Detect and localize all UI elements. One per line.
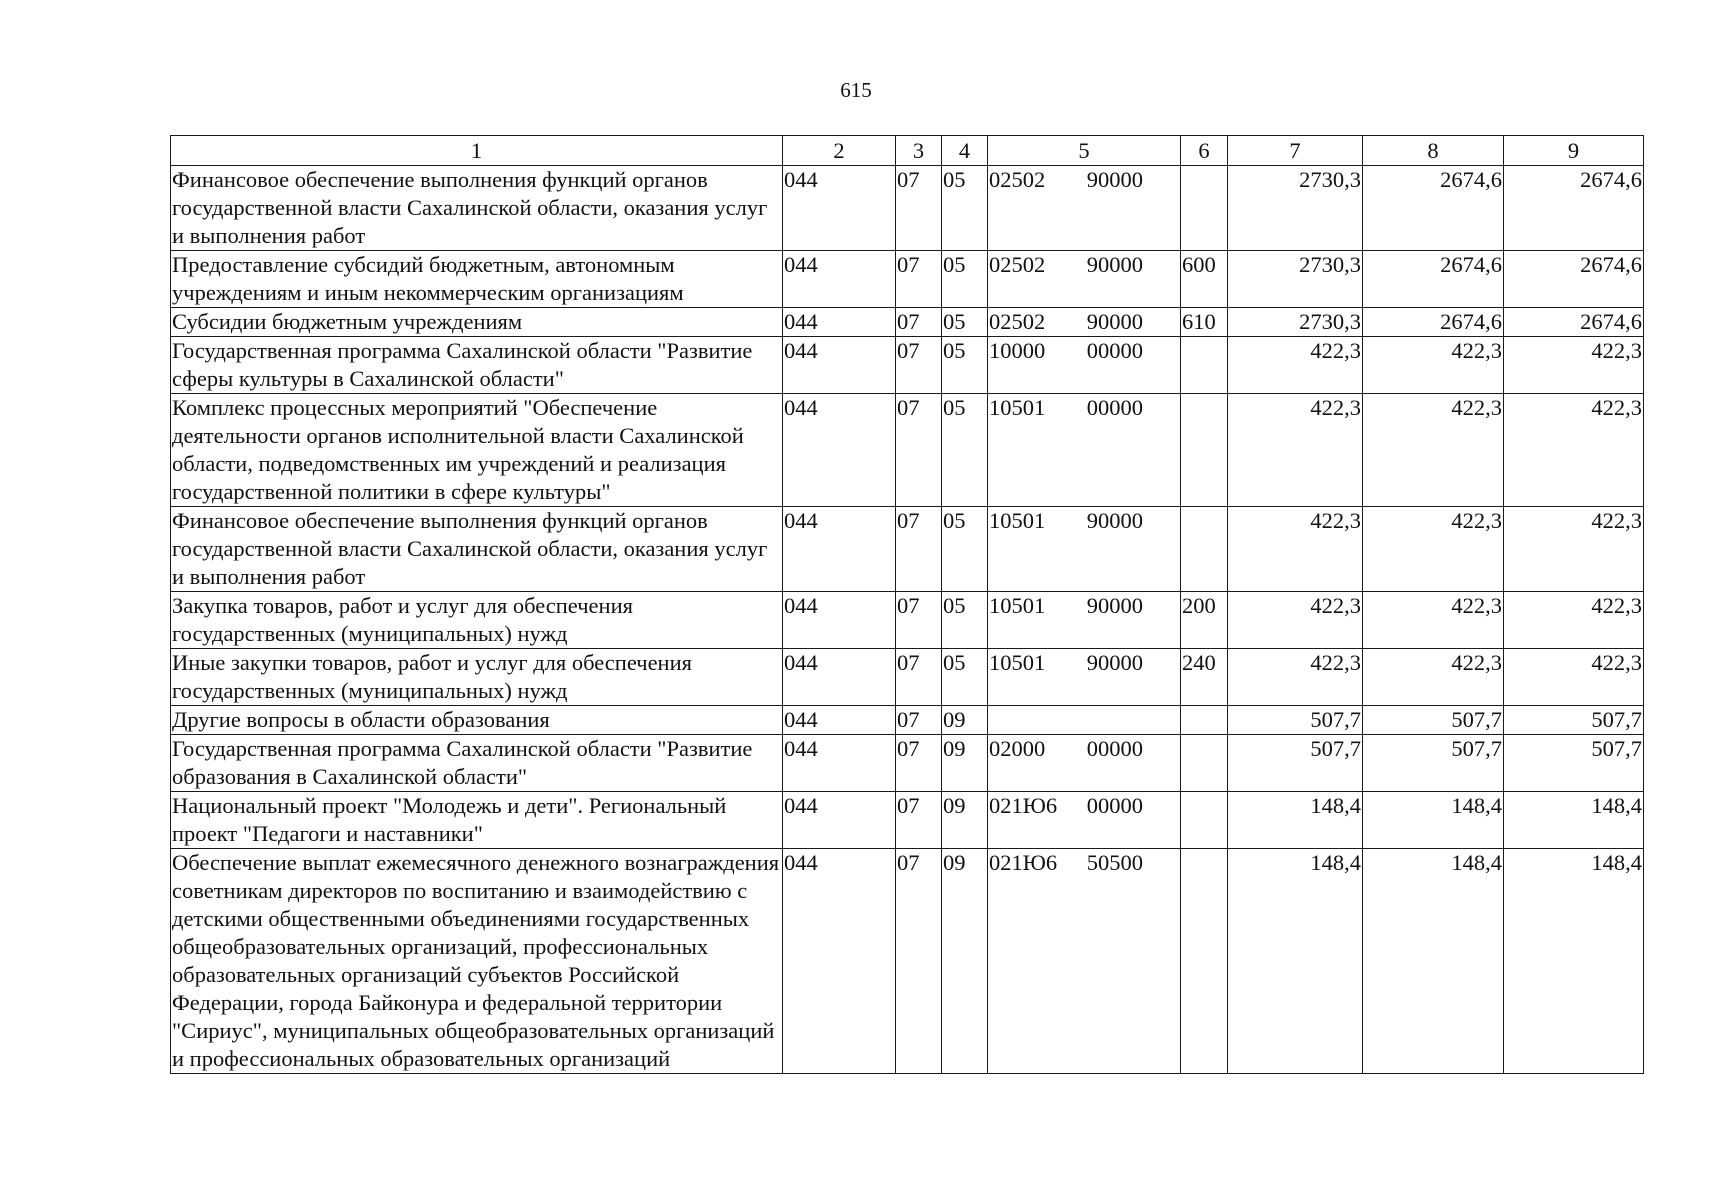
row-name-cell: Комплекс процессных мероприятий "Обеспечение деятельности органов исполнительной власти Сахалинской области, подведомственных им учреждений и реализация государственной политики в сфере культуры" [171, 394, 783, 507]
csr-direction-part: 90000 [1086, 252, 1143, 277]
amount-col7-cell: 422,3 [1228, 592, 1363, 649]
grbs-cell: 044 [783, 592, 896, 649]
amount-col7-cell: 507,7 [1228, 735, 1363, 792]
csr-program-part: 021Ю6 [989, 793, 1058, 818]
table-body [171, 166, 1644, 1074]
column-header: 4 [942, 136, 988, 166]
amount-col9-cell: 422,3 [1504, 507, 1644, 592]
vr-cell [1181, 337, 1228, 394]
rz-cell: 07 [896, 592, 942, 649]
vr-cell [1181, 792, 1228, 849]
amount-col7-cell: 422,3 [1228, 507, 1363, 592]
row-name-cell: Предоставление субсидий бюджетным, автономным учреждениям и иным некоммерческим организациям [171, 251, 783, 308]
vr-cell [1181, 706, 1228, 735]
column-header: 8 [1363, 136, 1504, 166]
column-header: 9 [1504, 136, 1644, 166]
amount-col7-cell: 422,3 [1228, 394, 1363, 507]
csr-cell [988, 507, 1181, 592]
row-name-cell: Государственная программа Сахалинской области "Развитие образования в Сахалинской области" [171, 735, 783, 792]
amount-col8-cell: 2674,6 [1363, 251, 1504, 308]
amount-col8-cell: 148,4 [1363, 849, 1504, 1074]
pr-cell: 09 [942, 706, 988, 735]
csr-direction-part: 90000 [1086, 650, 1143, 675]
csr-cell [988, 592, 1181, 649]
grbs-cell: 044 [783, 792, 896, 849]
pr-cell: 09 [942, 849, 988, 1074]
csr-program-part: 02502 [989, 167, 1046, 192]
table-row [171, 792, 1644, 849]
row-name-cell: Финансовое обеспечение выполнения функций органов государственной власти Сахалинской области, оказания услуг и выполнения работ [171, 166, 783, 251]
column-header: 1 [171, 136, 783, 166]
csr-code [989, 592, 1179, 620]
amount-col9-cell: 422,3 [1504, 649, 1644, 706]
amount-col8-cell: 422,3 [1363, 649, 1504, 706]
amount-col7-cell: 2730,3 [1228, 251, 1363, 308]
csr-cell [988, 308, 1181, 337]
amount-col8-cell: 422,3 [1363, 507, 1504, 592]
csr-code [989, 166, 1179, 194]
amount-col9-cell: 507,7 [1504, 706, 1644, 735]
table-row [171, 735, 1644, 792]
table-row [171, 394, 1644, 507]
amount-col9-cell: 148,4 [1504, 792, 1644, 849]
page-number: 615 [840, 78, 872, 102]
row-name-cell: Другие вопросы в области образования [171, 706, 783, 735]
pr-cell: 05 [942, 649, 988, 706]
csr-direction-part: 90000 [1086, 508, 1143, 533]
rz-cell: 07 [896, 849, 942, 1074]
csr-cell [988, 337, 1181, 394]
vr-cell [1181, 507, 1228, 592]
rz-cell: 07 [896, 706, 942, 735]
vr-cell: 610 [1181, 308, 1228, 337]
amount-col7-cell: 2730,3 [1228, 166, 1363, 251]
amount-col7-cell: 148,4 [1228, 792, 1363, 849]
csr-code [989, 507, 1179, 535]
csr-program-part: 10501 [989, 395, 1046, 420]
vr-cell [1181, 735, 1228, 792]
csr-direction-part: 00000 [1086, 793, 1143, 818]
row-name-cell: Государственная программа Сахалинской области "Развитие сферы культуры в Сахалинской области" [171, 337, 783, 394]
amount-col7-cell: 507,7 [1228, 706, 1363, 735]
csr-direction-part: 90000 [1086, 309, 1143, 334]
amount-col7-cell: 422,3 [1228, 337, 1363, 394]
rz-cell: 07 [896, 394, 942, 507]
table-row [171, 308, 1644, 337]
rz-cell: 07 [896, 507, 942, 592]
amount-col8-cell: 148,4 [1363, 792, 1504, 849]
vr-cell [1181, 849, 1228, 1074]
csr-direction-part: 00000 [1086, 338, 1143, 363]
table-row [171, 706, 1644, 735]
grbs-cell: 044 [783, 507, 896, 592]
table-row [171, 592, 1644, 649]
grbs-cell: 044 [783, 735, 896, 792]
rz-cell: 07 [896, 251, 942, 308]
csr-cell [988, 394, 1181, 507]
pr-cell: 05 [942, 592, 988, 649]
amount-col8-cell: 507,7 [1363, 706, 1504, 735]
amount-col8-cell: 422,3 [1363, 337, 1504, 394]
row-name-cell: Закупка товаров, работ и услуг для обеспечения государственных (муниципальных) нужд [171, 592, 783, 649]
rz-cell: 07 [896, 166, 942, 251]
amount-col7-cell: 422,3 [1228, 649, 1363, 706]
csr-program-part: 021Ю6 [989, 850, 1058, 875]
table-row [171, 849, 1644, 1074]
csr-direction-part: 00000 [1086, 736, 1143, 761]
csr-direction-part: 50500 [1086, 850, 1143, 875]
csr-cell [988, 735, 1181, 792]
pr-cell: 05 [942, 166, 988, 251]
column-header: 3 [896, 136, 942, 166]
csr-cell [988, 849, 1181, 1074]
grbs-cell: 044 [783, 849, 896, 1074]
vr-cell: 200 [1181, 592, 1228, 649]
amount-col9-cell: 422,3 [1504, 592, 1644, 649]
vr-cell: 240 [1181, 649, 1228, 706]
grbs-cell: 044 [783, 166, 896, 251]
grbs-cell: 044 [783, 308, 896, 337]
rz-cell: 07 [896, 735, 942, 792]
row-name-cell: Финансовое обеспечение выполнения функций органов государственной власти Сахалинской области, оказания услуг и выполнения работ [171, 507, 783, 592]
rz-cell: 07 [896, 337, 942, 394]
vr-cell [1181, 394, 1228, 507]
amount-col7-cell: 148,4 [1228, 849, 1363, 1074]
amount-col9-cell: 422,3 [1504, 394, 1644, 507]
header-row [171, 136, 1644, 166]
csr-cell [988, 706, 1181, 735]
column-header: 7 [1228, 136, 1363, 166]
amount-col9-cell: 422,3 [1504, 337, 1644, 394]
table-row [171, 337, 1644, 394]
csr-cell [988, 649, 1181, 706]
csr-code [989, 251, 1179, 279]
grbs-cell: 044 [783, 706, 896, 735]
column-header: 5 [988, 136, 1181, 166]
column-header: 6 [1181, 136, 1228, 166]
csr-code [989, 649, 1179, 677]
amount-col7-cell: 2730,3 [1228, 308, 1363, 337]
csr-program-part: 02502 [989, 309, 1046, 334]
amount-col8-cell: 2674,6 [1363, 166, 1504, 251]
csr-program-part: 10000 [989, 338, 1046, 363]
csr-direction-part: 90000 [1086, 593, 1143, 618]
csr-code [989, 308, 1179, 336]
table-row [171, 166, 1644, 251]
row-name-cell: Национальный проект "Молодежь и дети". Региональный проект "Педагоги и наставники" [171, 792, 783, 849]
csr-cell [988, 792, 1181, 849]
amount-col8-cell: 422,3 [1363, 394, 1504, 507]
amount-col8-cell: 2674,6 [1363, 308, 1504, 337]
csr-program-part: 10501 [989, 650, 1046, 675]
amount-col9-cell: 148,4 [1504, 849, 1644, 1074]
table-row [171, 507, 1644, 592]
csr-cell [988, 166, 1181, 251]
csr-code [989, 735, 1179, 763]
table-row [171, 649, 1644, 706]
csr-direction-part: 00000 [1086, 395, 1143, 420]
csr-code [989, 394, 1179, 422]
row-name-cell: Обеспечение выплат ежемесячного денежного вознаграждения советникам директоров по воспитанию и взаимодействию с детскими общественными объединениями государственных общеобразовательных организаций, профессиональных образовательных организаций субъектов Российской Федерации, города Байконура и федеральной территории "Сириус", муниципальных общеобразовательных организаций и профессиональных образовательных организаций [171, 849, 783, 1074]
csr-program-part: 02000 [989, 736, 1046, 761]
amount-col9-cell: 507,7 [1504, 735, 1644, 792]
table-row [171, 251, 1644, 308]
grbs-cell: 044 [783, 649, 896, 706]
rz-cell: 07 [896, 649, 942, 706]
pr-cell: 05 [942, 308, 988, 337]
grbs-cell: 044 [783, 251, 896, 308]
amount-col9-cell: 2674,6 [1504, 166, 1644, 251]
pr-cell: 09 [942, 792, 988, 849]
csr-program-part: 10501 [989, 508, 1046, 533]
csr-direction-part: 90000 [1086, 167, 1143, 192]
budget-table [170, 135, 1644, 1074]
column-header: 2 [783, 136, 896, 166]
csr-code [989, 337, 1179, 365]
vr-cell [1181, 166, 1228, 251]
pr-cell: 05 [942, 394, 988, 507]
grbs-cell: 044 [783, 337, 896, 394]
grbs-cell: 044 [783, 394, 896, 507]
pr-cell: 05 [942, 507, 988, 592]
rz-cell: 07 [896, 792, 942, 849]
pr-cell: 05 [942, 251, 988, 308]
amount-col9-cell: 2674,6 [1504, 308, 1644, 337]
amount-col8-cell: 507,7 [1363, 735, 1504, 792]
csr-program-part: 10501 [989, 593, 1046, 618]
csr-code [989, 792, 1179, 820]
amount-col9-cell: 2674,6 [1504, 251, 1644, 308]
row-name-cell: Субсидии бюджетным учреждениям [171, 308, 783, 337]
vr-cell: 600 [1181, 251, 1228, 308]
pr-cell: 09 [942, 735, 988, 792]
csr-code [989, 849, 1179, 877]
csr-cell [988, 251, 1181, 308]
rz-cell: 07 [896, 308, 942, 337]
csr-program-part: 02502 [989, 252, 1046, 277]
amount-col8-cell: 422,3 [1363, 592, 1504, 649]
pr-cell: 05 [942, 337, 988, 394]
row-name-cell: Иные закупки товаров, работ и услуг для обеспечения государственных (муниципальных) нужд [171, 649, 783, 706]
